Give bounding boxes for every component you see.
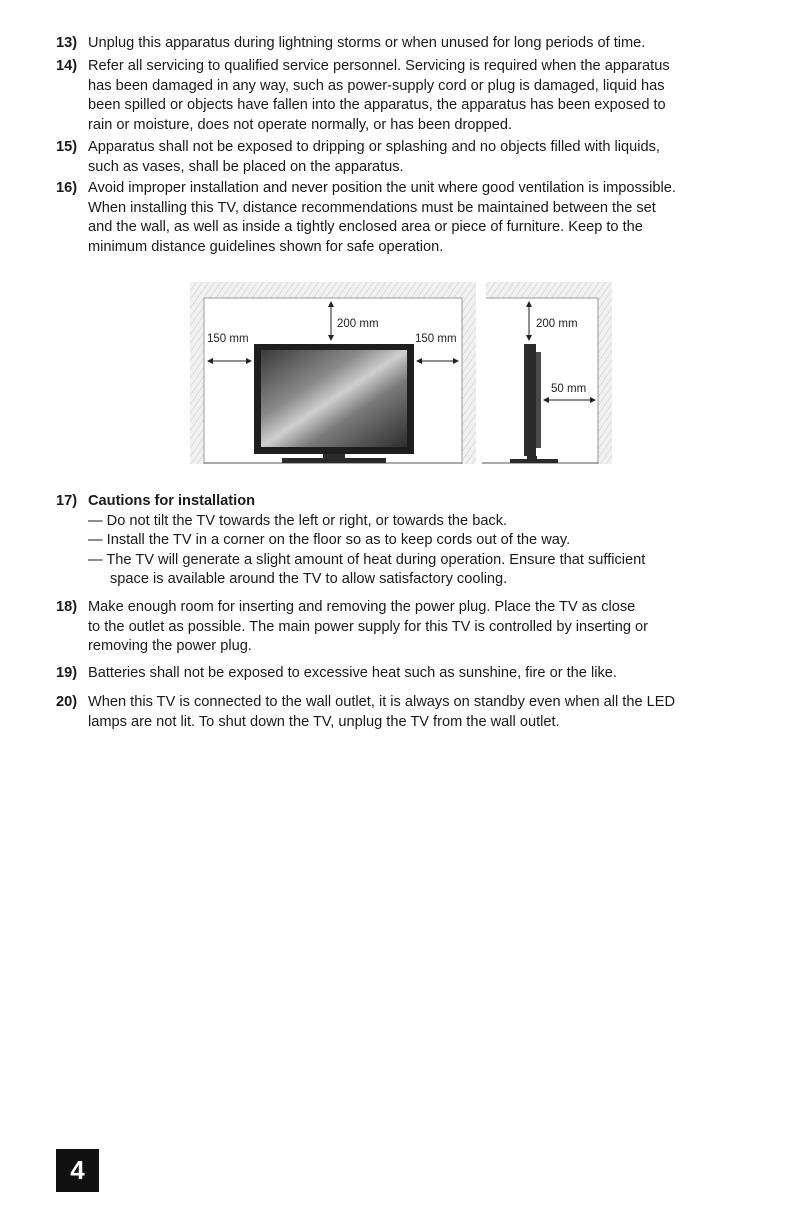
- item-line: Apparatus shall not be exposed to dripping or splashing and no objects filled with liquids,: [88, 139, 660, 155]
- instruction-16: [56, 179, 746, 257]
- side-view-enclosure: [482, 282, 612, 464]
- instruction-14: [56, 57, 746, 135]
- item-line: minimum distance guidelines shown for safe operation.: [88, 238, 444, 255]
- item-line: When this TV is connected to the wall outlet, it is always on standby even when all the LED: [88, 694, 676, 710]
- item-line: Batteries shall not be exposed to excessive heat such as sunshine, fire or the like.: [88, 665, 617, 681]
- item-line: Unplug this apparatus during lightning storms or when unused for long periods of time.: [88, 35, 646, 51]
- item-line: lamps are not lit. To shut down the TV, unplug the TV from the wall outlet.: [88, 713, 560, 730]
- item-line: to the outlet as possible. The main power supply for this TV is controlled by inserting or: [88, 618, 648, 635]
- front-right-clearance-label: 150 mm: [415, 333, 457, 345]
- item-number: 20): [56, 694, 78, 710]
- instruction-15: [56, 138, 746, 177]
- side-top-clearance-label: 200 mm: [536, 318, 578, 330]
- item-line: rain or moisture, does not operate normally, or has been dropped.: [88, 116, 513, 133]
- item-line: — Do not tilt the TV towards the left or right, or towards the back.: [88, 512, 508, 529]
- instruction-19: [56, 664, 746, 684]
- item-number: 18): [56, 599, 78, 615]
- tv-side-illustration: [510, 344, 558, 463]
- instruction-18: [56, 598, 746, 657]
- tv-front-illustration: [254, 344, 414, 463]
- side-back-clearance-label: 50 mm: [551, 383, 587, 395]
- item-number: 14): [56, 58, 78, 74]
- item-line: been spilled or objects have fallen into the apparatus, the apparatus has been exposed to: [88, 97, 666, 114]
- item-number: 16): [56, 180, 78, 196]
- item-line: Refer all servicing to qualified service personnel. Servicing is required when the apparatus: [88, 58, 670, 74]
- item-number: 15): [56, 139, 78, 155]
- item-line: has been damaged in any way, such as power-supply cord or plug is damaged, liquid has: [88, 77, 665, 94]
- instruction-20: [56, 693, 746, 732]
- item-line: and the wall, as well as inside a tightly enclosed area or piece of furniture. Keep to the: [88, 219, 643, 236]
- item-line: removing the power plug.: [88, 638, 252, 655]
- item-line: such as vases, shall be placed on the apparatus.: [88, 158, 404, 175]
- instruction-13: [56, 34, 746, 54]
- item-line: — Install the TV in a corner on the floor so as to keep cords out of the way.: [88, 532, 571, 549]
- item-line: space is available around the TV to allow satisfactory cooling.: [110, 571, 508, 588]
- item-line: Avoid improper installation and never position the unit where good ventilation is impossible.: [88, 180, 676, 196]
- front-left-clearance-label: 150 mm: [207, 333, 249, 345]
- ventilation-clearance-diagram: [190, 282, 620, 468]
- item-heading: Cautions for installation: [88, 493, 256, 509]
- front-top-clearance-label: 200 mm: [337, 318, 379, 330]
- instruction-17: [56, 492, 746, 590]
- item-number: 13): [56, 35, 78, 51]
- page-number-badge: 4: [56, 1149, 99, 1192]
- item-line: — The TV will generate a slight amount of heat during operation. Ensure that sufficient: [88, 551, 646, 568]
- item-number: 17): [56, 493, 78, 509]
- item-line: When installing this TV, distance recommendations must be maintained between the set: [88, 199, 656, 216]
- item-number: 19): [56, 665, 78, 681]
- item-line: Make enough room for inserting and removing the power plug. Place the TV as close: [88, 599, 636, 615]
